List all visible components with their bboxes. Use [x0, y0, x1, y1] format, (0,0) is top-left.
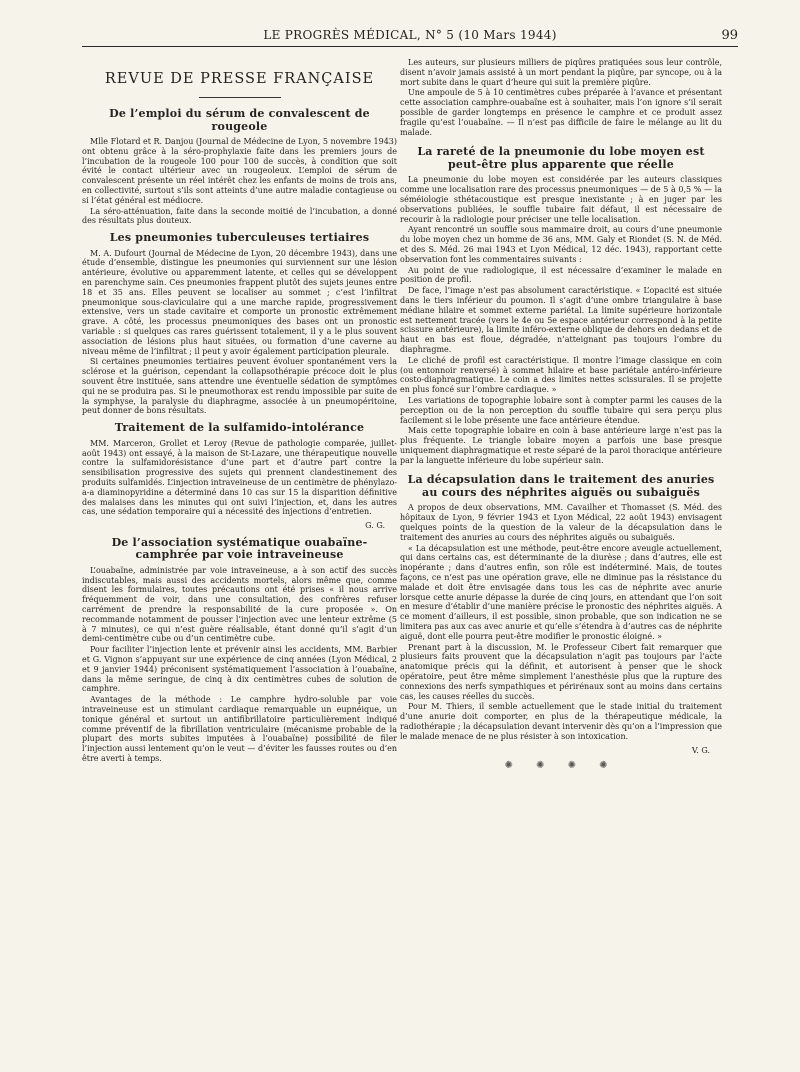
- article-paragraph: Les variations de topographie lobaire sont à compter parmi les causes de la perception ou de la non perception du souffle tubaire qui sera perçu plus facilement si le lobe présente une face antérieure étendue.: [400, 395, 722, 425]
- article-paragraph: Une ampoule de 5 à 10 centimètres cubes préparée à l’avance et présentant cette association camphre-ouabaïne est à souhaiter, mais l’on ignore s’il serait possible de garder longtemps en présence le camphre et ce produit assez fragile qu’est l’ouabaïne. — Il n’est pas difficile de faire le mélange au lit du malade.: [400, 88, 722, 137]
- article-pneumonies: [82, 232, 397, 416]
- article-serum: [82, 108, 397, 226]
- article-paragraph: De face, l’image n’est pas absolument caractéristique. « L’opacité est située dans le tiers inférieur du poumon. Il s’agit d’une ombre triangulaire à base médiane hilaire et sommet externe pariétal. La limite supérieure horizontale est nettement tracée (vers le 4e ou 5e espace antérieur correspond à la petite scissure antérieure), la limite inféro-externe oblique de dehors en dedans et de haut en bas est floue, dégradée, n’atteignant pas toujours l’ombre du diaphragme.: [400, 286, 722, 354]
- article-title: La rareté de la pneumonie du lobe moyen est peut-être plus apparente que réelle: [417, 145, 705, 171]
- article-paragraph: Avantages de la méthode : Le camphre hydro-soluble par voie intraveineuse est un stimulant cardiaque remarquable un eupnéique, un tonique général et surtout un antifibrillatoire particulièrement indiqué comme préventif de la fibrillation ventriculaire (mécanisme probable de la plupart des morts subites imputées à l’ouabaïne) possibilité de filer l’injection aussi lentement qu’on le veut — d’éviter les fausses routes ou d’en être averti à temps.: [82, 695, 397, 764]
- article-title: De l’emploi du sérum de convalescent de rougeole: [109, 107, 370, 133]
- section-title: REVUE DE PRESSE FRANÇAISE: [104, 71, 375, 87]
- article-paragraph: Mlle Flotard et R. Danjou (Journal de Médecine de Lyon, 5 novembre 1943) ont obtenu grâce à la séro-prophylaxie faite dans les premiers jours de l’incubation de la rougeole 100 pour 100 de succès, à condition que soit évité le contact ultérieur avec un rougeoleux. L’emploi de sérum de convalescent présente un réel intérêt chez les enfants de moins de trois ans, en collectivité, surtout s’ils sont atteints d’une autre maladie contagieuse ou si l’état général est médiocre.: [82, 137, 397, 205]
- article-paragraph: M. A. Dufourt (Journal de Médecine de Lyon, 20 décembre 1943), dans une étude d’ensemble, distingue les pneumonies qui surviennent sur une lésion antérieure, évolutive ou apparemment latente, et celles qui se développent en parenchyme sain. Ces pneumonies frappent plutôt des sujets jeunes entre 18 et 35 ans. Elles peuvent se localiser au sommet ; c’est l’infiltrat pneumonique sous-claviculaire qui a une marche rapide, progressivement extensive, vers un stade cavitaire et comporte un pronostic extrêmement grave. A côté, les processus pneumoniques des bases ont un pronostic variable : si quelques cas rares guérissent totalement, il y a le plus souvent association de lésions plus haut situées, ou formation d’une caverne au niveau même de l’infiltrat ; il peut y avoir également participation pleurale.: [82, 248, 397, 356]
- article-paragraph: Au point de vue radiologique, il est nécessaire d’examiner le malade en position de profil.: [400, 265, 722, 285]
- article-paragraph: Prenant part à la discussion, M. le Professeur Cibert fait remarquer que plusieurs faits prouvent que la décapsulation n’agit pas toujours par l’acte anatomique précis qui la définit, et autorisent à penser que le shock opératoire, peut être même simplement l’anesthésie plus que la rupture des connexions des nerfs sympathiques et périrénaux sont au moins dans certains cas, les causes réelles du succès.: [400, 642, 722, 701]
- article-paragraph: Mais cette topographie lobaire en coin à base antérieure large n’est pas la plus fréquente. Le triangle lobaire moyen a parfois une base presque uniquement diaphragmatique et reste séparé de la paroi thoracique antérieure par la languette inférieure du lobe supérieur sain.: [400, 426, 722, 465]
- article-ouabaine: [82, 537, 397, 764]
- article-sulfamido: [82, 422, 397, 531]
- article-anuries: [400, 474, 722, 771]
- running-header: [82, 26, 738, 47]
- article-title: De l’association systématique ouabaïne-camphrée par voie intraveineuse: [111, 535, 368, 562]
- left-column: [82, 66, 397, 1021]
- right-column: [400, 58, 722, 1021]
- article-title: Traitement de la sulfamido-intolérance: [114, 421, 365, 435]
- article-paragraph: Pour M. Thiers, il semble actuellement que le stade initial du traitement d’une anurie doit comporter, en plus de la thérapeutique médicale, la radiothérapie ; la décapsulation devant intervenir dès qu’on a l’impression que le malade menace de ne plus résister à son intoxication.: [400, 702, 722, 741]
- article-ouabaine-continued: [400, 58, 722, 137]
- page-number: 99: [721, 28, 738, 43]
- decorative-ornament: ✺ ✺ ✺ ✺: [504, 760, 618, 772]
- article-paragraph: Le cliché de profil est caractéristique. Il montre l’image classique en coin (ou entonnoir renversé) à sommet hilaire et base pariétale antéro-inférieure costo-diaphragmatique. Le coin a des limites nettes scissurales. Il se projette en plus foncé sur l’ombre cardiaque. »: [400, 355, 722, 395]
- journal-title: LE PROGRÈS MÉDICAL, N° 5 (10 Mars 1944): [263, 28, 557, 42]
- article-paragraph: Si certaines pneumonies tertiaires peuvent évoluer spontanément vers la sclérose et la guérison, cependant la collapsothérapie précoce doit le plus souvent être instituée, sans attendre une éventuelle sédation de symptômes qui ne se produira pas. Si le pneumothorax est rendu impossible par suite de la symphyse, la paralysie du diaphragme, associée à un pneumopéritoine, peut donner de bons résultats.: [82, 357, 397, 416]
- article-paragraph: Ayant rencontré un souffle sous mammaire droit, au cours d’une pneumonie du lobe moyen chez un homme de 36 ans, MM. Galy et Riondet (S. N. de Méd. et des S. Méd. 26 mai 1943 et Lyon Médical, 12 déc. 1943), rapportant cette observation font les commentaires suivants :: [400, 225, 722, 264]
- article-signature: V. G.: [691, 745, 710, 755]
- article-paragraph: MM. Marceron, Grollet et Leroy (Revue de pathologie comparée, juillet-août 1943) ont essayé, à la maison de St-Lazare, une thérapeutique nouvelle contre la sulfamidorésistance d’une part et d’autre part contre la sensibilisation progressive des sujets qui prennent clandestinement des produits sulfamidés. L’injection intraveineuse de un centimètre de phénylazo-a-a diaminopyridine a déterminé dans 10 cas sur 15 la disparition définitive des malaises dans les minutes qui ont suivi l’injection, et, dans les autres cas, une sédation temporaire qui a nécessité des injections d’entretien.: [82, 438, 397, 517]
- article-paragraph: A propos de deux observations, MM. Cavailher et Thomasset (S. Méd. des hôpitaux de Lyon, 9 février 1943 et Lyon Médical, 22 août 1943) envisagent quelques points de la question de la valeur de la décapsulation dans le traitement des anuries au cours des néphrites aiguës ou subaiguës.: [400, 503, 722, 542]
- section-divider: [199, 97, 281, 98]
- article-title: Les pneumonies tuberculeuses tertiaires: [109, 231, 370, 245]
- article-title: La décapsulation dans le traitement des anuries au cours des néphrites aiguës ou subaiguës: [407, 473, 715, 499]
- article-lobe-moyen: [400, 146, 722, 465]
- article-paragraph: La pneumonie du lobe moyen est considérée par les auteurs classiques comme une localisation rare des processus pneumoniques — de 5 à 0,5 % — la séméiologie sthétacoustique est presque inexistante ; à en juger par les observations publiées, le souffle tubaire fait défaut, il est nécessaire de recourir à la radiologie pour préciser une telle localisation.: [400, 175, 722, 224]
- article-signature: G. G.: [365, 521, 385, 531]
- article-paragraph: Les auteurs, sur plusieurs milliers de piqûres pratiquées sous leur contrôle, disent n’avoir jamais assisté à un mort pendant la piqûre, par syncope, ou à la mort subite dans le quart d’heure qui suit la première piqûre.: [400, 58, 722, 87]
- article-paragraph: La séro-atténuation, faite dans la seconde moitié de l’incubation, a donné des résultats plus douteux.: [82, 206, 397, 226]
- article-paragraph: Pour faciliter l’injection lente et prévenir ainsi les accidents, MM. Barbier et G. Vignon s’appuyant sur une expérience de cinq années (Lyon Médical, 2 et 9 janvier 1944) préconisent systématiquement l’association à l’ouabaïne, dans la même seringue, de cinq à dix centimètres cubes de solution de camphre.: [82, 645, 397, 694]
- article-paragraph: L’ouabaïne, administrée par voie intraveineuse, a à son actif des succès indiscutables, mais aussi des accidents mortels, alors même que, comme disent les formulaires, toutes précautions ont été prises « il nous arrive fréquemment de voir, dans une consultation, des confrères refuser carrément de prendre la responsabilité de la cure proposée ». On recommande notamment de pousser l’injection avec une lenteur extrême (5 à 7 minutes), ce qui n’est guère réalisable, étant donné qu’il s’agit d’un demi-centimètre cube ou d’un centimètre cube.: [82, 565, 397, 644]
- article-paragraph: « La décapsulation est une méthode, peut-être encore aveugle actuellement, qui dans certains cas, est déterminante de la diurèse ; dans d’autres, elle est inopérante ; dans d’autres enfin, son rôle est indéterminé. Mais, de toutes façons, ce n’est pas une opération grave, elle ne diminue pas la résistance du malade et doit être envisagée dans tous les cas de néphrite avec anurie lorsque cette anurie dépasse la durée de cinq jours, en attendant que l’on soit en mesure d’établir d’une manière précise le pronostic des néphrites aiguës. A ce moment d’ailleurs, il est possible, sinon probable, que son indication ne se limitera pas aux cas avec anurie et qu’elle s’étendra à d’autres cas de néphrite aiguë, dont elle pourra peut-être modifier le pronostic éloigné. »: [400, 543, 722, 641]
